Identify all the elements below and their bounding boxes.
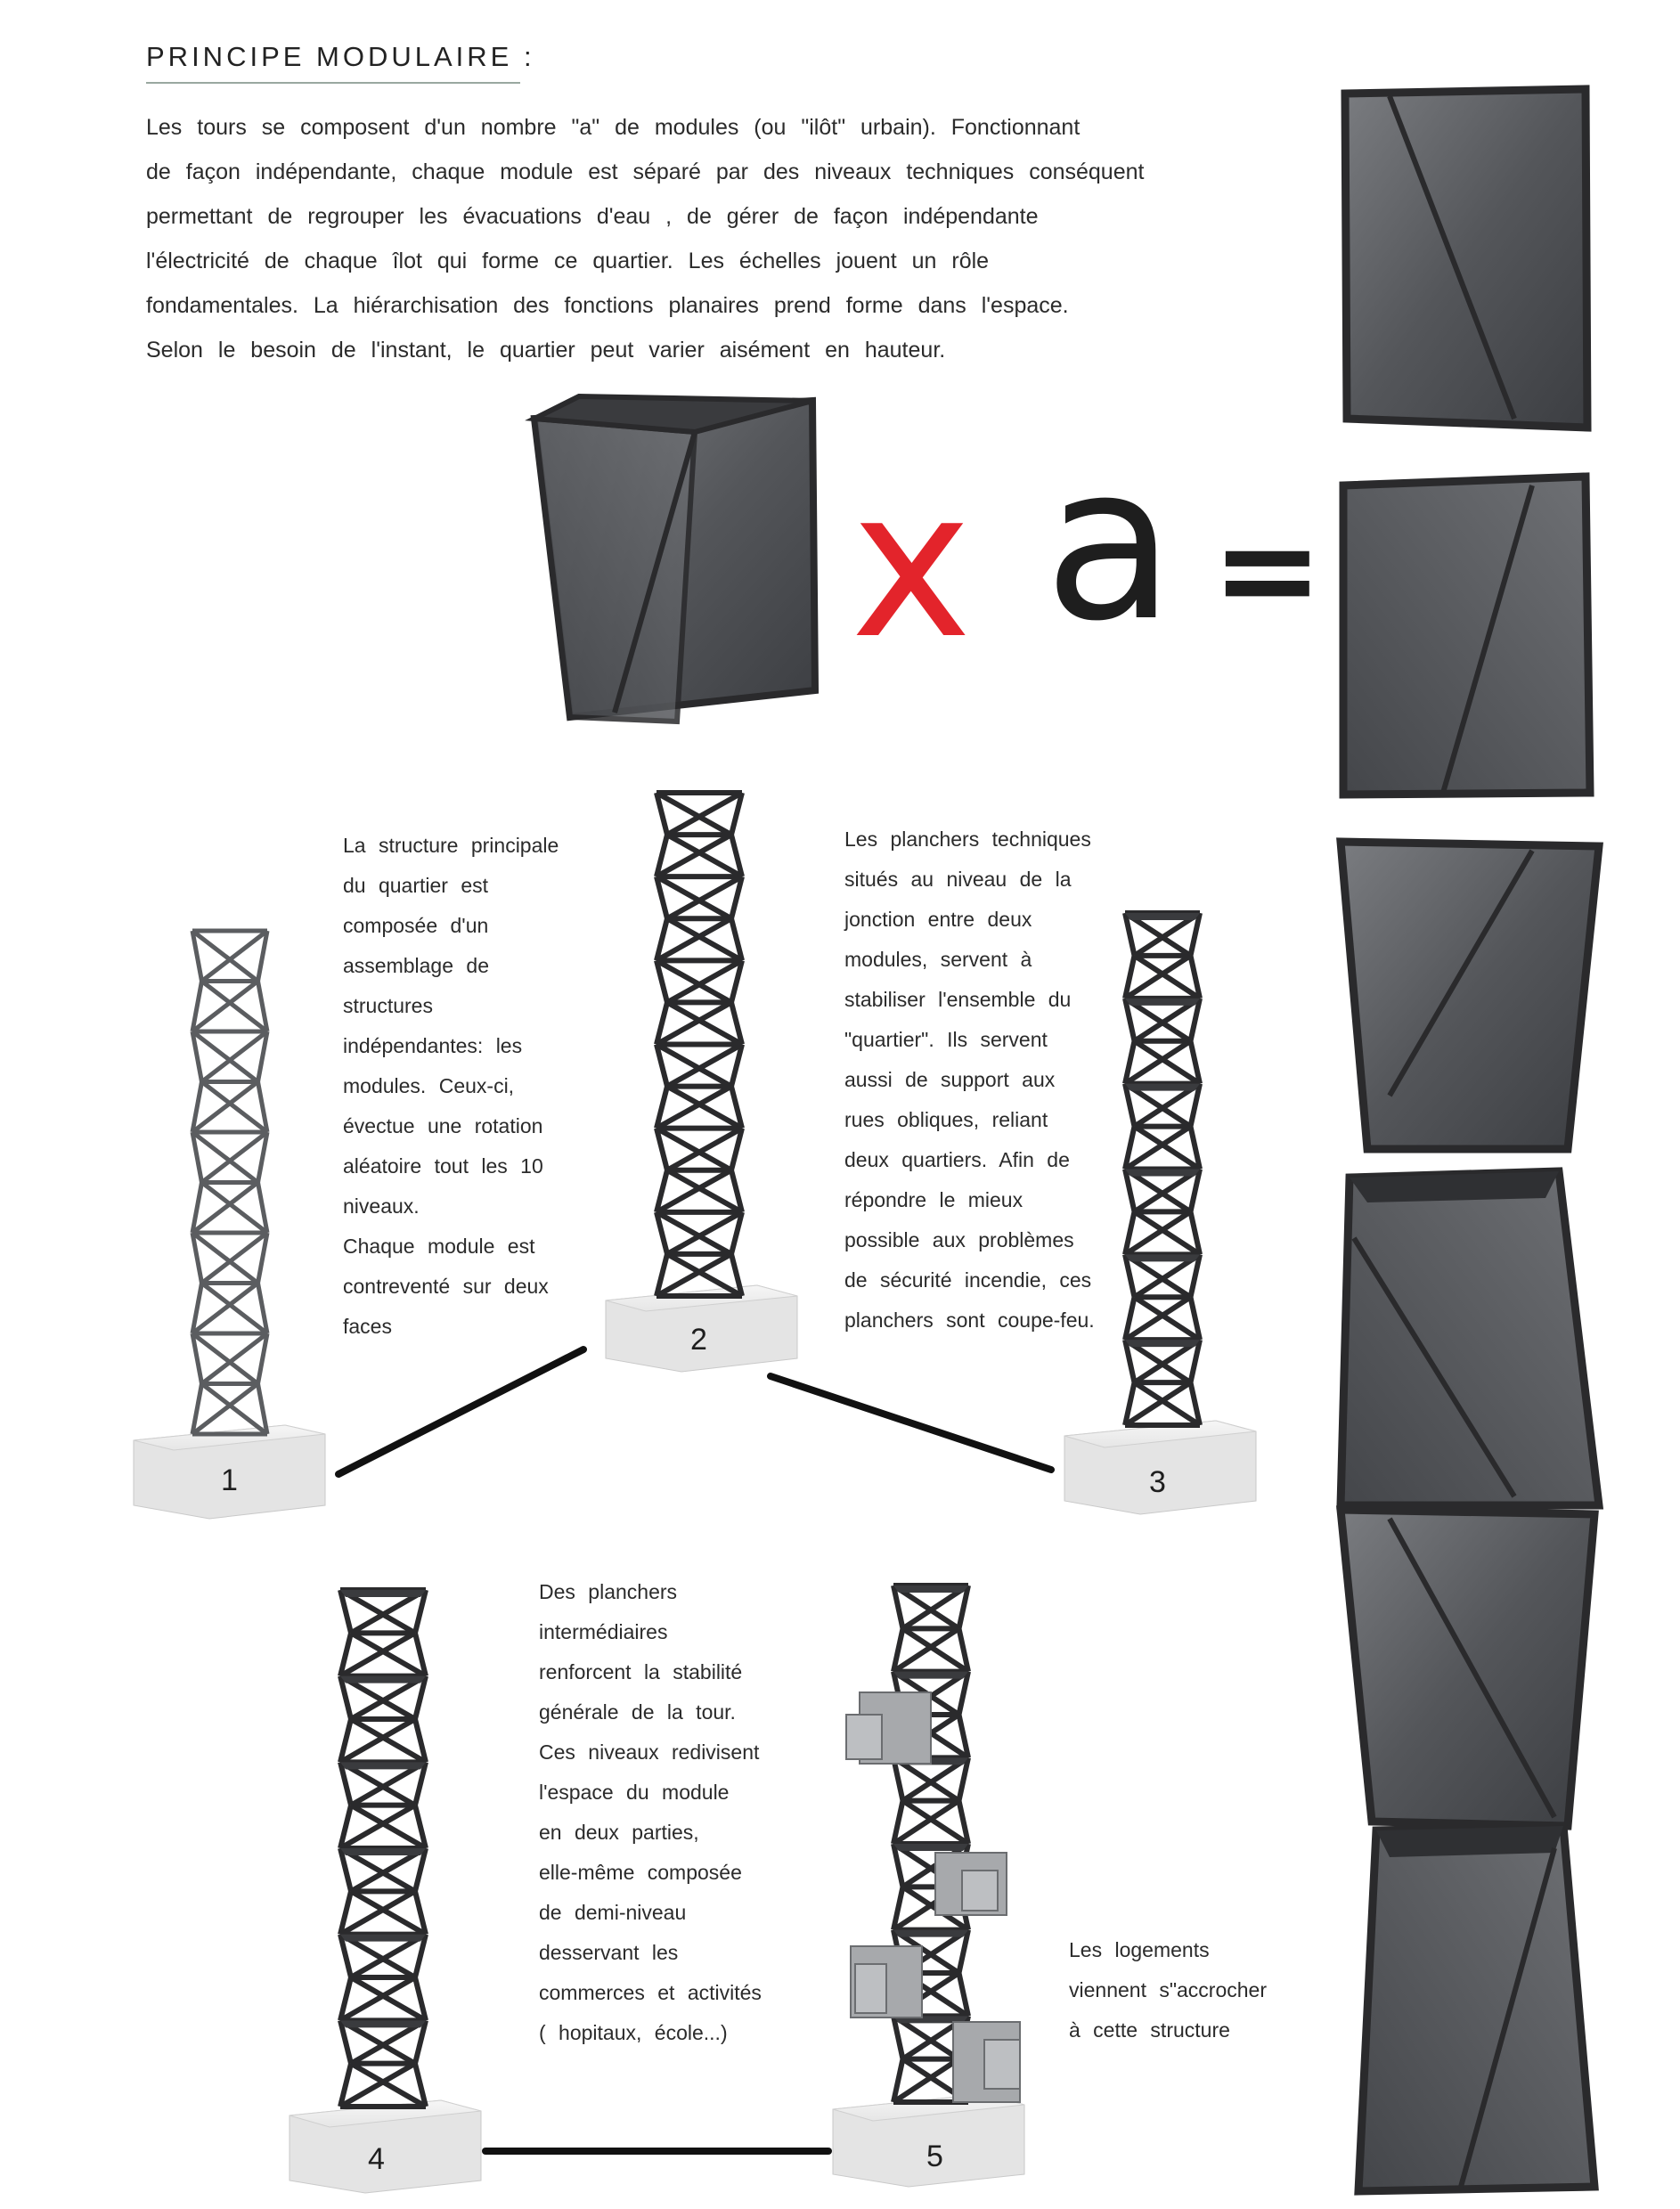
tower-1-frame: [192, 931, 267, 1434]
note-line: Ces niveaux redivisent: [539, 1740, 760, 1764]
note-line: ( hopitaux, école...): [539, 2021, 728, 2044]
note-line: générale de la tour.: [539, 1700, 736, 1724]
module-stack: [1341, 89, 1599, 2191]
step-number-1: 1: [221, 1463, 238, 1497]
note-line: intermédiaires: [539, 1620, 668, 1643]
note-line: viennent s"accrocher: [1069, 1978, 1267, 2001]
note-line: de sécurité incendie, ces: [844, 1268, 1092, 1292]
note-planchers-techniques: [844, 819, 1095, 1341]
note-line: indépendantes: les: [343, 1034, 523, 1057]
intro-line: l'électricité de chaque îlot qui forme ce quartier. Les échelles jouent un rôle: [146, 249, 990, 273]
note-line: Les logements: [1069, 1938, 1210, 1961]
stack-module-3: [1341, 842, 1599, 1149]
stack-module-1: [1345, 89, 1587, 428]
note-line: stabiliser l'ensemble du: [844, 988, 1072, 1011]
note-line: Des planchers: [539, 1580, 678, 1603]
note-line: renforcent la stabilité: [539, 1660, 743, 1683]
note-structure: [343, 826, 559, 1347]
note-line: planchers sont coupe-feu.: [844, 1308, 1095, 1332]
intro-line: fondamentales. La hiérarchisation des fonctions planaires prend forme dans l'espace.: [146, 293, 1069, 318]
note-line: commerces et activités: [539, 1981, 762, 2004]
note-line: contreventé sur deux: [343, 1275, 549, 1298]
variable-a: a: [1044, 419, 1176, 668]
note-line: composée d'un: [343, 914, 489, 937]
stack-module-6: [1358, 1826, 1594, 2191]
note-line: évectue une rotation: [343, 1114, 543, 1137]
note-line: elle-même composée: [539, 1861, 742, 1884]
note-line: Chaque module est: [343, 1235, 535, 1258]
page-title: PRINCIPE MODULAIRE :: [146, 41, 535, 72]
tower-4-frame: [340, 1590, 426, 2107]
note-line: jonction entre deux: [844, 908, 1032, 931]
note-line: aléatoire tout les 10: [343, 1154, 543, 1178]
step-number-5: 5: [926, 2140, 943, 2173]
intro-line: Selon le besoin de l'instant, le quartier peut varier aisément en hauteur.: [146, 338, 946, 363]
note-line: modules. Ceux-ci,: [343, 1074, 515, 1097]
note-line: niveaux.: [343, 1194, 420, 1218]
stack-module-4: [1341, 1171, 1599, 1505]
stack-module-2: [1343, 477, 1590, 795]
intro-line: de façon indépendante, chaque module est séparé par des niveaux techniques conséquent: [146, 159, 1145, 184]
note-line: possible aux problèmes: [844, 1228, 1074, 1251]
note-line: "quartier". Ils servent: [844, 1028, 1048, 1051]
note-line: La structure principale: [343, 834, 559, 857]
multiply-symbol: x: [851, 446, 973, 684]
note-line: de demi-niveau: [539, 1901, 687, 1924]
step-number-2: 2: [690, 1323, 707, 1357]
tower-3-frame: [1125, 913, 1200, 1425]
note-line: répondre le mieux: [844, 1188, 1023, 1211]
note-line: l'espace du module: [539, 1781, 730, 1804]
note-line: faces: [343, 1315, 392, 1338]
stack-module-5: [1341, 1510, 1594, 1826]
intro-line: permettant de regrouper les évacuations d'eau , de gérer de façon indépendante: [146, 204, 1039, 229]
note-line: rues obliques, reliant: [844, 1108, 1048, 1131]
tower-2-frame: [657, 793, 742, 1296]
note-logements: [1069, 1930, 1267, 2050]
note-line: modules, servent à: [844, 948, 1032, 971]
note-line: situés au niveau de la: [844, 868, 1072, 891]
note-line: à cette structure: [1069, 2018, 1230, 2042]
note-planchers-intermediaires: [539, 1572, 762, 2053]
note-line: deux quartiers. Afin de: [844, 1148, 1070, 1171]
step-number-3: 3: [1149, 1465, 1166, 1499]
note-line: du quartier est: [343, 874, 489, 897]
note-line: desservant les: [539, 1941, 679, 1964]
module-block-icon: [534, 396, 815, 721]
plinth-4: [290, 2100, 481, 2193]
note-line: Les planchers techniques: [844, 827, 1091, 851]
equals-symbol: =: [1211, 493, 1324, 648]
intro-line: Les tours se composent d'un nombre "a" de modules (ou "ilôt" urbain). Fonctionnant: [146, 115, 1081, 140]
note-line: structures: [343, 994, 433, 1017]
note-line: aussi de support aux: [844, 1068, 1056, 1091]
note-line: en deux parties,: [539, 1821, 699, 1844]
note-line: assemblage de: [343, 954, 489, 977]
step-number-4: 4: [368, 2142, 385, 2176]
